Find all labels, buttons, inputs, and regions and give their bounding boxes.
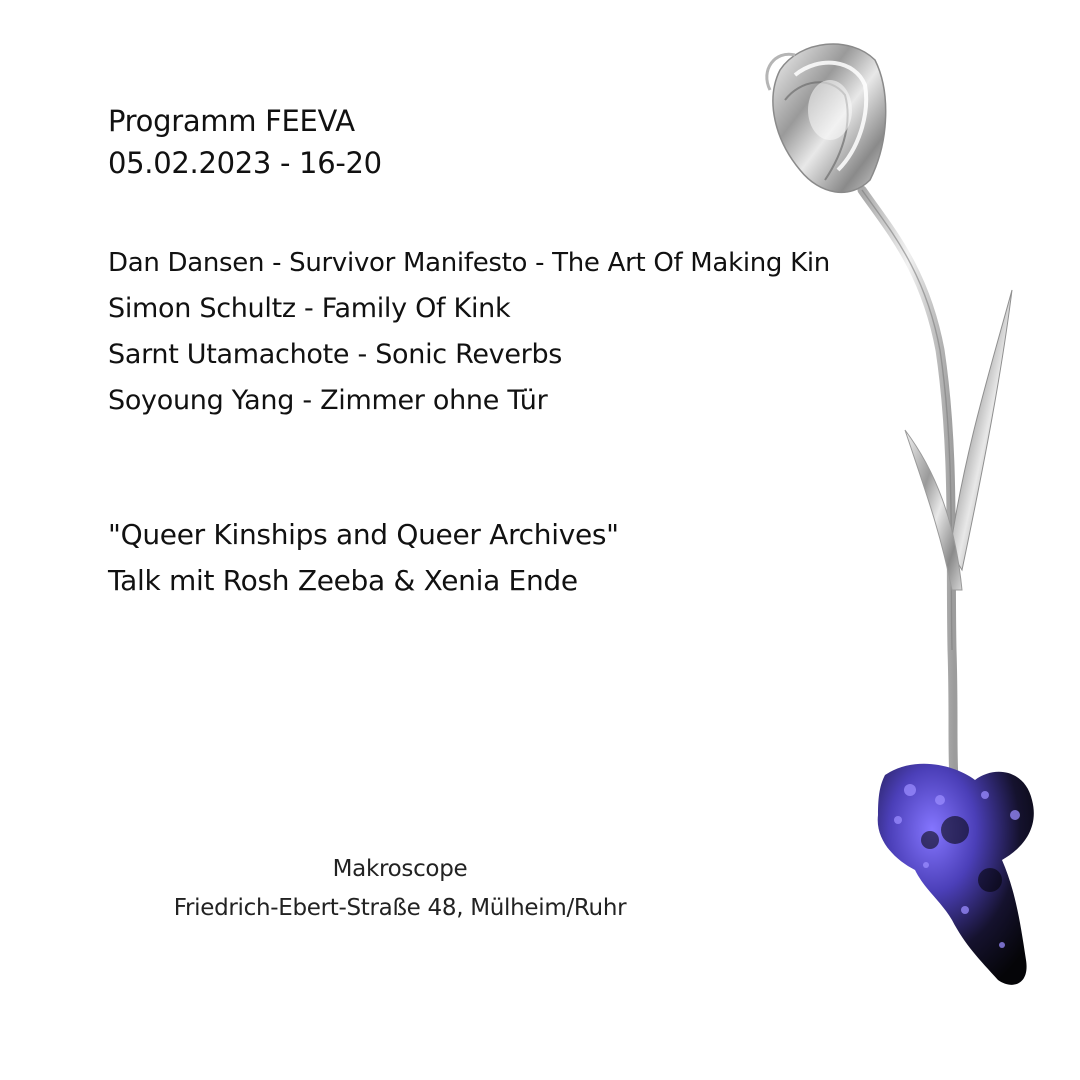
talk-title: "Queer Kinships and Queer Archives" <box>108 518 619 551</box>
program-item: Simon Schultz - Family Of Kink <box>108 293 511 324</box>
tulip-bloom <box>767 44 886 192</box>
talk-section <box>108 512 619 604</box>
venue-info <box>130 850 670 928</box>
program-item: Soyoung Yang - Zimmer ohne Tür <box>108 385 548 416</box>
rock-sculpture <box>878 764 1034 985</box>
program-item: Sarnt Utamachote - Sonic Reverbs <box>108 339 563 370</box>
event-header <box>108 100 382 184</box>
tulip-leaf-right <box>950 290 1012 570</box>
event-date-time: 05.02.2023 - 16-20 <box>108 146 382 180</box>
talk-speakers: Talk mit Rosh Zeeba & Xenia Ende <box>108 564 578 597</box>
chrome-tulip-artwork <box>740 30 1060 1000</box>
tulip-stem <box>862 190 954 780</box>
venue-address: Friedrich-Ebert-Straße 48, Mülheim/Ruhr <box>173 895 627 921</box>
program-item: Dan Dansen - Survivor Manifesto - The Art Of Making Kin <box>108 248 830 278</box>
venue-name: Makroscope <box>332 856 468 882</box>
event-title: Programm FEEVA <box>108 104 355 138</box>
program-list <box>108 240 830 424</box>
